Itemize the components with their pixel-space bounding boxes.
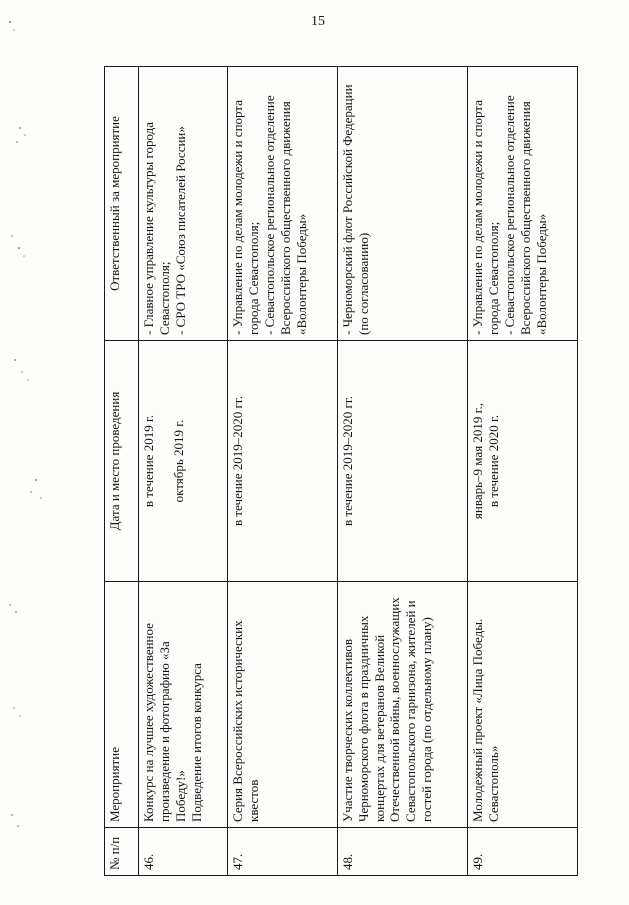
date-text: январь–9 мая 2019 г., [470, 402, 486, 520]
responsible-text: - СРО ТРО «Союз писателей России» [172, 126, 188, 335]
date-text: в течение 2019 г. [141, 414, 156, 508]
table-row [228, 67, 338, 876]
event-cell [337, 582, 467, 828]
event-text: Серия Всероссийских исторических квестов [230, 620, 261, 822]
date-text: в течение 2019–2020 гг. [230, 396, 246, 526]
responsible-text: - Управление по делам молодежи и спорта города Севастополя; [230, 100, 261, 335]
event-cell [139, 582, 228, 828]
event-text: Конкурс на лучшее художественное произведение и фотографию «За Победу!» [141, 623, 188, 822]
event-text: Подведение итогов конкурса [188, 663, 204, 822]
scan-specks [0, 0, 60, 905]
row-number: 49. [468, 828, 578, 876]
date-text: октябрь 2019 г. [170, 419, 186, 503]
event-text: Участие творческих коллективов Черноморского флота в праздничных концертах для ветеранов Великой Отечественной войны, военнослужащих Севастопольского гарнизона, жителей и гостей города (по отдельному плану) [339, 597, 435, 822]
responsible-text: - Севастопольское региональное отделение Всероссийского общественного движения «Волонтеры Победы» [261, 95, 309, 335]
date-text: в течение 2020 г. [486, 414, 502, 508]
table-row [337, 67, 467, 876]
header-date: Дата и место проведения [105, 341, 139, 582]
responsible-text: - Управление по делам молодежи и спорта города Севастополя; [470, 100, 502, 335]
date-cell [468, 341, 578, 582]
responsible-cell [337, 67, 467, 341]
events-table [104, 66, 578, 876]
date-cell [139, 341, 228, 582]
responsible-cell [139, 67, 228, 341]
page-number: 15 [311, 14, 325, 29]
row-number: 48. [337, 828, 467, 876]
event-cell [228, 582, 338, 828]
event-text: Молодежный проект «Лица Победы. Севастополь» [470, 618, 502, 822]
responsible-text: - Севастопольское региональное отделение Всероссийского общественного движения «Волонтеры Победы» [501, 95, 549, 335]
event-cell [468, 582, 578, 828]
responsible-text: - Главное управление культуры города Севастополя; [141, 121, 172, 335]
table-row [468, 67, 578, 876]
header-num: № п/п [105, 828, 139, 876]
header-responsible: Ответственный за мероприятие [105, 67, 139, 341]
row-number: 46. [139, 828, 228, 876]
date-cell [337, 341, 467, 582]
responsible-cell [228, 67, 338, 341]
header-event: Мероприятие [105, 582, 139, 828]
table-header-row [105, 67, 139, 876]
date-cell [228, 341, 338, 582]
date-text: в течение 2019–2020 гг. [339, 396, 355, 526]
responsible-cell [468, 67, 578, 341]
rotated-table-wrapper [104, 66, 578, 876]
responsible-text: - Черноморский флот Российской Федерации (по согласованию) [339, 84, 371, 335]
table-row [139, 67, 228, 876]
row-number: 47. [228, 828, 338, 876]
